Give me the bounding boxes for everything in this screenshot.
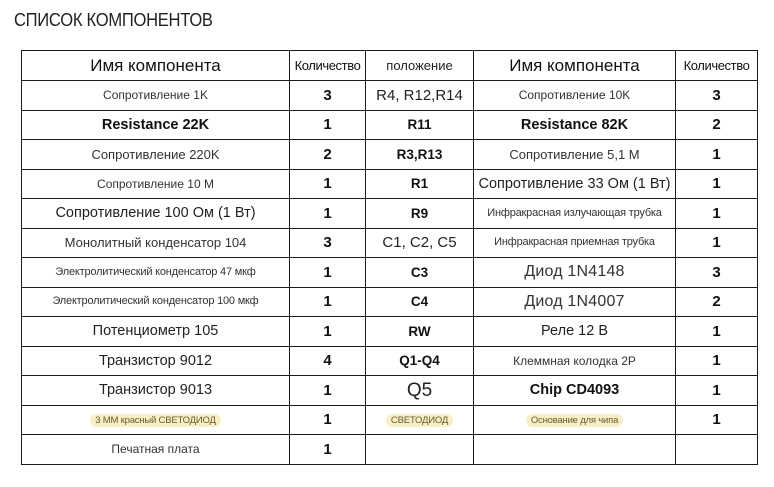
left-name-cell: Сопротивление 220K bbox=[22, 140, 290, 170]
table-row bbox=[22, 110, 758, 140]
right-name-cell: Диод 1N4007 bbox=[474, 287, 676, 317]
table-row bbox=[22, 140, 758, 170]
right-qty-cell: 1 bbox=[676, 199, 758, 229]
left-qty-cell: 2 bbox=[290, 140, 366, 170]
left-name-cell: Сопротивление 100 Ом (1 Вт) bbox=[22, 199, 290, 229]
right-name-cell: Инфракрасная излучающая трубка bbox=[474, 199, 676, 229]
left-name-cell: Монолитный конденсатор 104 bbox=[22, 228, 290, 258]
position-cell: RW bbox=[366, 317, 474, 347]
right-qty-cell: 2 bbox=[676, 287, 758, 317]
right-name-cell: Клеммная колодка 2P bbox=[474, 346, 676, 376]
table-row bbox=[22, 317, 758, 347]
left-qty-cell: 1 bbox=[290, 110, 366, 140]
left-qty-cell: 1 bbox=[290, 258, 366, 288]
position-cell bbox=[366, 435, 474, 465]
right-name-cell: Chip CD4093 bbox=[474, 376, 676, 406]
right-qty-cell: 1 bbox=[676, 317, 758, 347]
table-row bbox=[22, 435, 758, 465]
table-row bbox=[22, 199, 758, 229]
table-row bbox=[22, 346, 758, 376]
left-qty-cell: 1 bbox=[290, 169, 366, 199]
position-cell: C4 bbox=[366, 287, 474, 317]
left-name-cell: Печатная плата bbox=[22, 435, 290, 465]
right-qty-cell: 3 bbox=[676, 81, 758, 111]
right-name-cell: Инфракрасная приемная трубка bbox=[474, 228, 676, 258]
left-name-cell: Транзистор 9013 bbox=[22, 376, 290, 406]
header-position: положение bbox=[366, 51, 474, 81]
table-row bbox=[22, 81, 758, 111]
header-name-left: Имя компонента bbox=[22, 51, 290, 81]
right-name-cell: Сопротивление 10K bbox=[474, 81, 676, 111]
table-row bbox=[22, 376, 758, 406]
highlighted-label: СВЕТОДИОД bbox=[386, 414, 453, 428]
position-cell: C3 bbox=[366, 258, 474, 288]
right-name-cell: Реле 12 В bbox=[474, 317, 676, 347]
left-name-cell: Транзистор 9012 bbox=[22, 346, 290, 376]
right-qty-cell: 3 bbox=[676, 258, 758, 288]
left-qty-cell: 3 bbox=[290, 81, 366, 111]
position-cell: Q1-Q4 bbox=[366, 346, 474, 376]
right-qty-cell: 1 bbox=[676, 140, 758, 170]
table-header-row bbox=[22, 51, 758, 81]
left-name-cell: Resistance 22K bbox=[22, 110, 290, 140]
components-table bbox=[21, 50, 758, 465]
left-name-cell: Электролитический конденсатор 47 мкф bbox=[22, 258, 290, 288]
position-cell: R1 bbox=[366, 169, 474, 199]
left-qty-cell: 1 bbox=[290, 199, 366, 229]
right-qty-cell: 1 bbox=[676, 228, 758, 258]
left-name-cell: Электролитический конденсатор 100 мкф bbox=[22, 287, 290, 317]
highlighted-label: 3 ММ красный СВЕТОДИОД bbox=[90, 414, 220, 428]
left-qty-cell: 1 bbox=[290, 376, 366, 406]
highlighted-label: Основание для чипа bbox=[526, 414, 623, 428]
right-qty-cell: 1 bbox=[676, 346, 758, 376]
table-row bbox=[22, 287, 758, 317]
position-cell: R11 bbox=[366, 110, 474, 140]
right-name-cell: Диод 1N4148 bbox=[474, 258, 676, 288]
right-qty-cell: 1 bbox=[676, 405, 758, 435]
left-qty-cell: 1 bbox=[290, 317, 366, 347]
right-name-cell bbox=[474, 435, 676, 465]
header-qty-left: Количество bbox=[290, 51, 366, 81]
left-qty-cell: 1 bbox=[290, 405, 366, 435]
table-row bbox=[22, 169, 758, 199]
right-qty-cell: 2 bbox=[676, 110, 758, 140]
table-row bbox=[22, 258, 758, 288]
left-qty-cell: 3 bbox=[290, 228, 366, 258]
table-row bbox=[22, 405, 758, 435]
left-qty-cell: 1 bbox=[290, 287, 366, 317]
right-name-cell bbox=[474, 405, 676, 435]
right-qty-cell: 1 bbox=[676, 376, 758, 406]
position-cell: R4, R12,R14 bbox=[366, 81, 474, 111]
position-cell: C1, C2, C5 bbox=[366, 228, 474, 258]
position-cell: Q5 bbox=[366, 376, 474, 406]
right-name-cell: Сопротивление 33 Ом (1 Вт) bbox=[474, 169, 676, 199]
right-qty-cell bbox=[676, 435, 758, 465]
right-qty-cell: 1 bbox=[676, 169, 758, 199]
header-name-right: Имя компонента bbox=[474, 51, 676, 81]
right-name-cell: Сопротивление 5,1 М bbox=[474, 140, 676, 170]
left-qty-cell: 4 bbox=[290, 346, 366, 376]
right-name-cell: Resistance 82K bbox=[474, 110, 676, 140]
left-name-cell: Потенциометр 105 bbox=[22, 317, 290, 347]
table-row bbox=[22, 228, 758, 258]
left-name-cell bbox=[22, 405, 290, 435]
position-cell: R9 bbox=[366, 199, 474, 229]
header-qty-right: Количество bbox=[676, 51, 758, 81]
position-cell bbox=[366, 405, 474, 435]
left-name-cell: Сопротивление 10 M bbox=[22, 169, 290, 199]
page-title: СПИСОК КОМПОНЕНТОВ bbox=[14, 10, 213, 30]
left-name-cell: Сопротивление 1K bbox=[22, 81, 290, 111]
left-qty-cell: 1 bbox=[290, 435, 366, 465]
position-cell: R3,R13 bbox=[366, 140, 474, 170]
